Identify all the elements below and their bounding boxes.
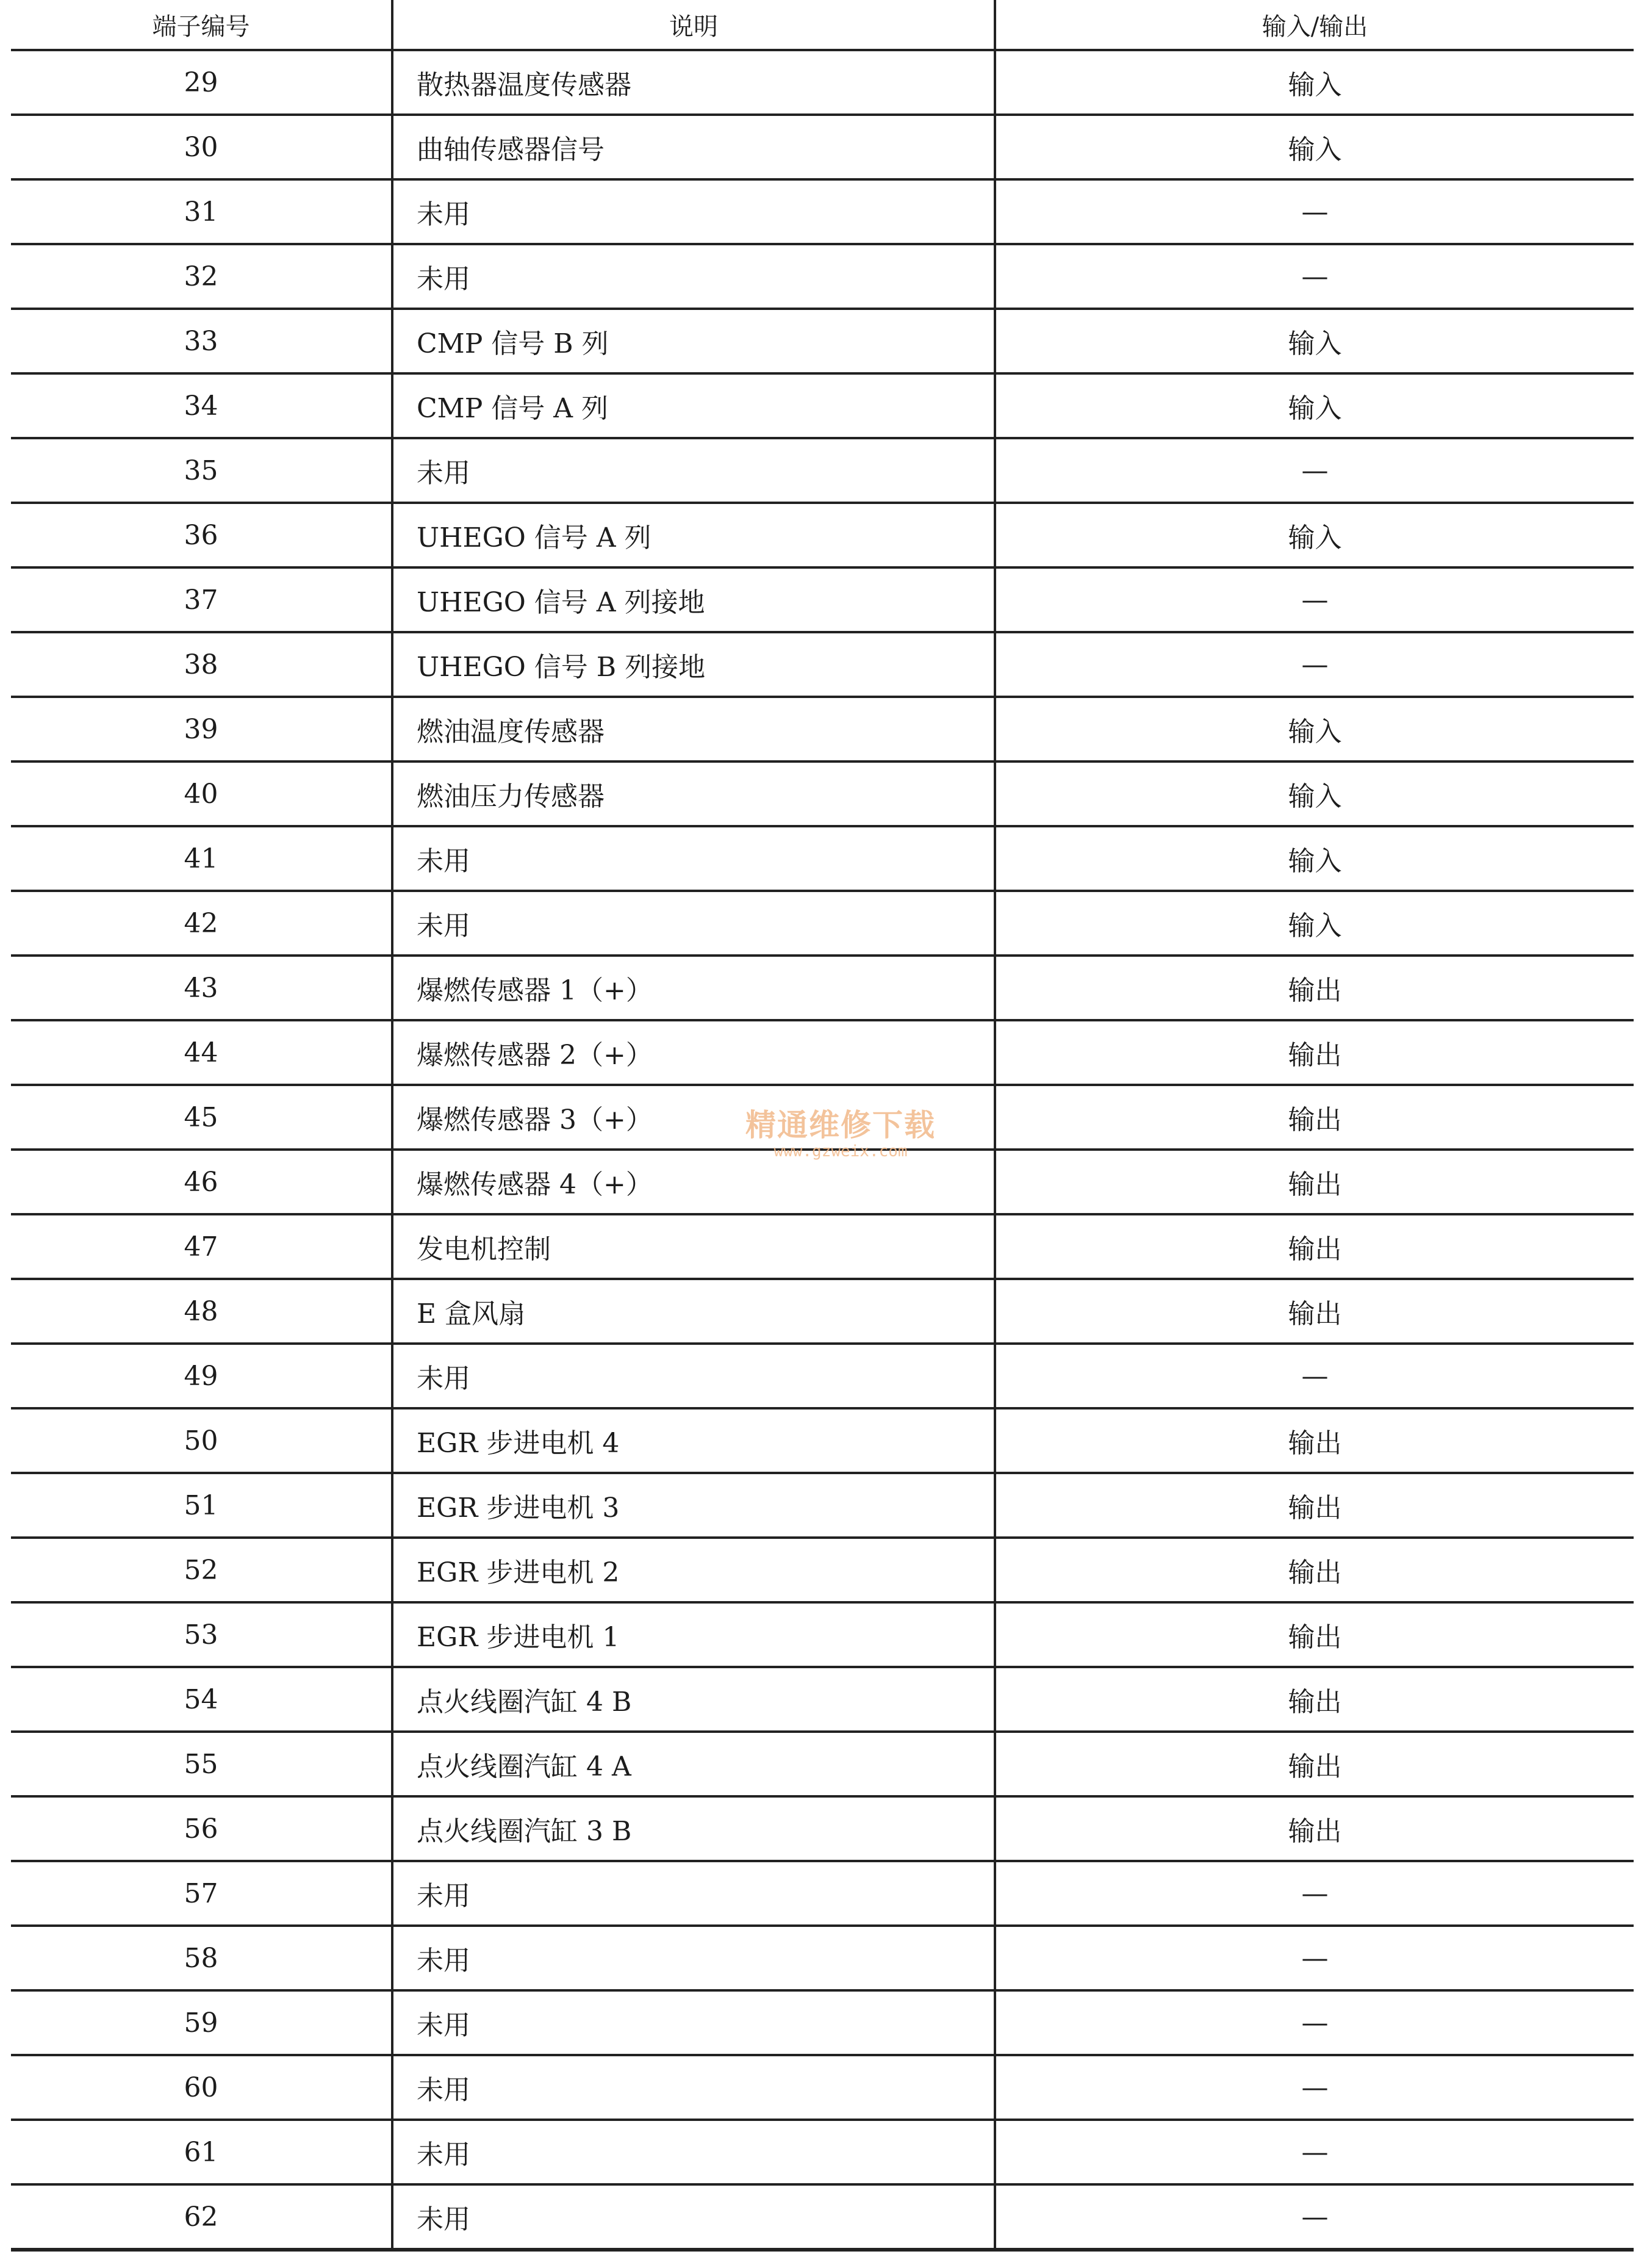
- description-cell: 发电机控制: [392, 1214, 995, 1279]
- description-cell: 未用: [392, 826, 995, 891]
- table-row: [11, 50, 1634, 115]
- input-output-cell: 输入: [995, 503, 1634, 567]
- terminal-number-cell: 29: [11, 50, 392, 115]
- table-row: [11, 891, 1634, 956]
- terminal-number-cell: 46: [11, 1150, 392, 1214]
- table-row: [11, 244, 1634, 309]
- input-output-cell: 输入: [995, 309, 1634, 373]
- terminal-number-cell: 58: [11, 1926, 392, 1990]
- description-cell: 燃油压力传感器: [392, 761, 995, 826]
- description-cell: CMP 信号 A 列: [392, 373, 995, 438]
- terminal-number-cell: 37: [11, 567, 392, 632]
- input-output-cell: 输出: [995, 956, 1634, 1020]
- table-header: [11, 0, 1634, 50]
- table-row: [11, 1085, 1634, 1150]
- table-row: [11, 567, 1634, 632]
- table-row: [11, 1279, 1634, 1344]
- description-cell: 未用: [392, 179, 995, 244]
- description-cell: 未用: [392, 244, 995, 309]
- terminal-number-cell: 49: [11, 1344, 392, 1408]
- description-cell: 未用: [392, 1926, 995, 1990]
- description-cell: 爆燃传感器 3（+）: [392, 1085, 995, 1150]
- input-output-cell: 输出: [995, 1667, 1634, 1732]
- input-output-cell: 输入: [995, 373, 1634, 438]
- input-output-cell: 输入: [995, 826, 1634, 891]
- table-row: [11, 1344, 1634, 1408]
- description-cell: 未用: [392, 1344, 995, 1408]
- table-row: [11, 373, 1634, 438]
- description-cell: 爆燃传感器 1（+）: [392, 956, 995, 1020]
- description-cell: 曲轴传感器信号: [392, 115, 995, 179]
- input-output-cell: 输出: [995, 1214, 1634, 1279]
- terminal-number-cell: 52: [11, 1538, 392, 1602]
- input-output-cell: 输出: [995, 1602, 1634, 1667]
- table-row: [11, 826, 1634, 891]
- description-cell: EGR 步进电机 2: [392, 1538, 995, 1602]
- table-row: [11, 438, 1634, 503]
- header-terminal-number: 端子编号: [11, 0, 392, 50]
- description-cell: E 盒风扇: [392, 1279, 995, 1344]
- header-description: 说明: [392, 0, 995, 50]
- input-output-cell: —: [995, 2184, 1634, 2250]
- terminal-number-cell: 53: [11, 1602, 392, 1667]
- input-output-cell: —: [995, 2055, 1634, 2120]
- terminal-number-cell: 54: [11, 1667, 392, 1732]
- table-row: [11, 1861, 1634, 1926]
- terminal-number-cell: 61: [11, 2120, 392, 2184]
- terminal-table: [11, 0, 1634, 2252]
- table-row: [11, 1538, 1634, 1602]
- input-output-cell: 输出: [995, 1408, 1634, 1473]
- terminal-number-cell: 57: [11, 1861, 392, 1926]
- table-row: [11, 1214, 1634, 1279]
- input-output-cell: 输出: [995, 1279, 1634, 1344]
- terminal-number-cell: 30: [11, 115, 392, 179]
- description-cell: 散热器温度传感器: [392, 50, 995, 115]
- table-row: [11, 1796, 1634, 1861]
- table-row: [11, 1150, 1634, 1214]
- description-cell: EGR 步进电机 1: [392, 1602, 995, 1667]
- terminal-number-cell: 33: [11, 309, 392, 373]
- description-cell: 未用: [392, 2055, 995, 2120]
- terminal-number-cell: 31: [11, 179, 392, 244]
- terminal-number-cell: 36: [11, 503, 392, 567]
- table-row: [11, 1667, 1634, 1732]
- input-output-cell: 输出: [995, 1796, 1634, 1861]
- input-output-cell: 输入: [995, 891, 1634, 956]
- input-output-cell: 输出: [995, 1085, 1634, 1150]
- table-row: [11, 1602, 1634, 1667]
- table-row: [11, 1926, 1634, 1990]
- input-output-cell: 输入: [995, 697, 1634, 761]
- watermark-title: 精通维修下载: [745, 1107, 936, 1143]
- terminal-number-cell: 39: [11, 697, 392, 761]
- terminal-number-cell: 41: [11, 826, 392, 891]
- input-output-cell: —: [995, 567, 1634, 632]
- description-cell: EGR 步进电机 4: [392, 1408, 995, 1473]
- table-row: [11, 2184, 1634, 2250]
- input-output-cell: —: [995, 438, 1634, 503]
- terminal-number-cell: 51: [11, 1473, 392, 1538]
- table-row: [11, 1732, 1634, 1796]
- terminal-number-cell: 55: [11, 1732, 392, 1796]
- input-output-cell: —: [995, 179, 1634, 244]
- table-row: [11, 309, 1634, 373]
- table-row: [11, 2055, 1634, 2120]
- input-output-cell: 输入: [995, 50, 1634, 115]
- description-cell: 未用: [392, 891, 995, 956]
- table-row: [11, 761, 1634, 826]
- table-body: [11, 50, 1634, 2250]
- terminal-number-cell: 62: [11, 2184, 392, 2250]
- table-row: [11, 115, 1634, 179]
- description-cell: 未用: [392, 2184, 995, 2250]
- input-output-cell: 输出: [995, 1150, 1634, 1214]
- description-cell: 未用: [392, 1990, 995, 2055]
- description-cell: 未用: [392, 1861, 995, 1926]
- description-cell: 点火线圈汽缸 3 B: [392, 1796, 995, 1861]
- terminal-number-cell: 60: [11, 2055, 392, 2120]
- description-cell: 燃油温度传感器: [392, 697, 995, 761]
- input-output-cell: —: [995, 1990, 1634, 2055]
- table-row: [11, 1020, 1634, 1085]
- table-row: [11, 503, 1634, 567]
- table-row: [11, 2120, 1634, 2184]
- watermark-url: www.gzweix.com: [774, 1142, 908, 1161]
- input-output-cell: 输入: [995, 115, 1634, 179]
- terminal-number-cell: 45: [11, 1085, 392, 1150]
- description-cell: 爆燃传感器 4（+）: [392, 1150, 995, 1214]
- terminal-number-cell: 38: [11, 632, 392, 697]
- terminal-number-cell: 35: [11, 438, 392, 503]
- description-cell: UHEGO 信号 B 列接地: [392, 632, 995, 697]
- input-output-cell: —: [995, 244, 1634, 309]
- input-output-cell: 输出: [995, 1473, 1634, 1538]
- terminal-number-cell: 47: [11, 1214, 392, 1279]
- description-cell: 爆燃传感器 2（+）: [392, 1020, 995, 1085]
- terminal-number-cell: 32: [11, 244, 392, 309]
- table-row: [11, 1473, 1634, 1538]
- document-page: [11, 0, 1634, 2268]
- description-cell: UHEGO 信号 A 列接地: [392, 567, 995, 632]
- input-output-cell: —: [995, 2120, 1634, 2184]
- terminal-number-cell: 48: [11, 1279, 392, 1344]
- table-row: [11, 1990, 1634, 2055]
- terminal-number-cell: 44: [11, 1020, 392, 1085]
- input-output-cell: 输入: [995, 761, 1634, 826]
- input-output-cell: —: [995, 1926, 1634, 1990]
- input-output-cell: 输出: [995, 1538, 1634, 1602]
- terminal-number-cell: 50: [11, 1408, 392, 1473]
- description-cell: 点火线圈汽缸 4 B: [392, 1667, 995, 1732]
- table-row: [11, 1408, 1634, 1473]
- table-row: [11, 179, 1634, 244]
- input-output-cell: 输出: [995, 1732, 1634, 1796]
- table-row: [11, 632, 1634, 697]
- input-output-cell: —: [995, 1861, 1634, 1926]
- input-output-cell: —: [995, 1344, 1634, 1408]
- table-row: [11, 956, 1634, 1020]
- terminal-number-cell: 43: [11, 956, 392, 1020]
- description-cell: CMP 信号 B 列: [392, 309, 995, 373]
- description-cell: 未用: [392, 2120, 995, 2184]
- header-input-output: 输入/输出: [995, 0, 1634, 50]
- description-cell: UHEGO 信号 A 列: [392, 503, 995, 567]
- header-row: [11, 0, 1634, 50]
- description-cell: 点火线圈汽缸 4 A: [392, 1732, 995, 1796]
- terminal-number-cell: 34: [11, 373, 392, 438]
- terminal-number-cell: 40: [11, 761, 392, 826]
- terminal-number-cell: 56: [11, 1796, 392, 1861]
- input-output-cell: —: [995, 632, 1634, 697]
- description-cell: EGR 步进电机 3: [392, 1473, 995, 1538]
- description-cell: 未用: [392, 438, 995, 503]
- terminal-number-cell: 59: [11, 1990, 392, 2055]
- input-output-cell: 输出: [995, 1020, 1634, 1085]
- terminal-number-cell: 42: [11, 891, 392, 956]
- table-row: [11, 697, 1634, 761]
